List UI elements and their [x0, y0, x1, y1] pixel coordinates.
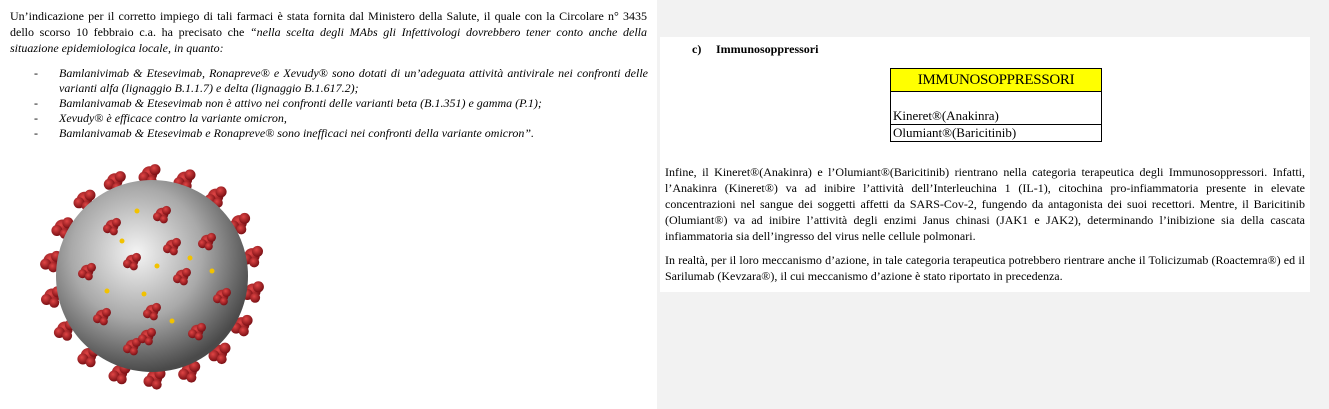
spike-protein — [242, 315, 253, 326]
list-item — [34, 66, 648, 96]
table-row: Olumiant®(Baricitinib) — [891, 125, 1102, 142]
coronavirus-icon — [28, 150, 276, 402]
spike-protein — [130, 347, 138, 355]
body-paragraph-2: In realtà, per il loro meccanismo d’azione, in tale categoria terapeutica potrebbero rientrare anche il Tolicizumab (Roactemra®) ed il Sarilumab (Kevzara®), il cui meccanismo d’azione è stato riportato in precedenza. — [665, 253, 1305, 283]
list-item-text: Bamlanivamab & Etesevimab non è attivo nei confronti delle varianti beta (B.1.351) e gamma (P.1); — [59, 96, 542, 110]
spike-protein — [217, 354, 227, 364]
spike-protein — [147, 328, 156, 337]
list-marker: - — [34, 126, 38, 140]
spike-protein — [172, 238, 181, 247]
envelope-protein — [120, 239, 125, 244]
list-item — [34, 111, 648, 126]
section-title: Immunosoppressori — [716, 42, 819, 56]
right-document-page — [660, 37, 1310, 292]
spike-protein — [185, 169, 196, 180]
spike-protein — [216, 186, 227, 197]
spike-protein — [145, 337, 153, 345]
spike-protein — [236, 224, 246, 234]
intro-paragraph — [10, 8, 647, 56]
spike-protein — [100, 317, 108, 325]
list-item-text: Xevudy® è efficace contro la variante omicron, — [59, 111, 287, 125]
spike-protein — [112, 218, 121, 227]
spike-protein — [253, 281, 264, 292]
spike-protein — [220, 297, 228, 305]
section-heading — [692, 42, 818, 57]
spike-protein — [85, 272, 93, 280]
spike-protein — [220, 343, 231, 354]
spike-protein — [86, 357, 96, 367]
table-spacer-cell — [891, 92, 1102, 109]
spike-protein — [115, 171, 126, 182]
envelope-protein — [105, 289, 110, 294]
spike-protein — [249, 257, 259, 267]
spike-protein — [162, 206, 171, 215]
envelope-protein — [142, 292, 147, 297]
spike-protein — [170, 247, 178, 255]
spike-protein — [130, 262, 138, 270]
left-document-page — [0, 0, 657, 409]
spike-protein — [252, 246, 263, 257]
envelope-protein — [188, 256, 193, 261]
spike-protein — [160, 215, 168, 223]
intro-quote: “nella scelta degli MAbs gli Infettivologi dovrebbero tener conto anche della situazione epidemiologica locale, in quanto: — [10, 25, 648, 55]
spike-protein — [62, 331, 72, 341]
section-letter: c) — [692, 42, 702, 56]
spike-protein — [239, 213, 250, 224]
table-row: Kineret®(Anakinra) — [893, 108, 999, 123]
spike-protein — [152, 380, 162, 390]
list-item — [34, 126, 648, 141]
list-item-text: Bamlanivamab & Etesevimab e Ronapreve® sono inefficaci nei confronti della variante omicron”. — [59, 126, 535, 140]
spike-protein — [186, 373, 196, 383]
spike-protein — [239, 326, 249, 336]
spike-protein — [110, 227, 118, 235]
spike-protein — [150, 164, 161, 175]
envelope-protein — [210, 269, 215, 274]
spike-protein — [205, 242, 213, 250]
envelope-protein — [170, 319, 175, 324]
spike-protein — [180, 277, 188, 285]
list-item — [34, 96, 648, 111]
spike-protein — [132, 253, 141, 262]
spike-protein — [222, 288, 231, 297]
list-item-text: Bamlanivimab & Etesevimab, Ronapreve® e Xevudy® sono dotati di un’adeguata attività antivirale nei confronti delle varianti alfa (lignaggio B.1.1.7) e delta (lignaggio B.1.617.2); — [59, 66, 648, 95]
variant-efficacy-list — [34, 66, 648, 141]
intro-text: Un’indicazione per il corretto impiego di tali farmaci è stata fornita dal Ministero della Salute, il quale con la Circolare n° 3435 dello scorso 10 febbraio c.a. ha precisato che — [10, 9, 647, 39]
list-marker: - — [34, 111, 38, 125]
spike-protein — [195, 332, 203, 340]
table-header: IMMUNOSOPPRESSORI — [891, 69, 1102, 92]
list-marker: - — [34, 66, 38, 80]
envelope-protein — [155, 264, 160, 269]
list-marker: - — [34, 96, 38, 110]
immunosuppressant-table — [890, 68, 1102, 142]
spike-protein — [182, 268, 191, 277]
spike-protein — [102, 308, 111, 317]
spike-protein — [85, 190, 96, 201]
envelope-protein — [135, 209, 140, 214]
spike-protein — [150, 312, 158, 320]
body-paragraph-1: Infine, il Kineret®(Anakinra) e l’Olumiant®(Baricitinib) rientrano nella categoria terapeutica degli Immunosoppressori. Infatti, l’Anakinra (Kineret®) va ad inibire l’attività dell’Interleuchina 1 (IL-1), citochina pro-infiammatoria presente in elevate concentrazioni nel sangue dei soggetti affetti da SARS-Cov-2, fungendo da antagonista dei suoi recettori. Mentre, il Baricitinib (Olumiant®) va ad inibire l’attività degli enzimi Janus chinasi (JAK1 e JAK2), determinando l’inibizione sia della cascata infiammatoria sia dell’ingresso del virus nelle cellule polmonari. — [665, 165, 1305, 243]
coronavirus-illustration — [28, 150, 276, 402]
spike-protein — [197, 323, 206, 332]
spike-protein — [49, 298, 59, 308]
spike-protein — [87, 263, 96, 272]
spike-protein — [207, 233, 216, 242]
spike-protein — [250, 293, 260, 303]
spike-protein — [152, 303, 161, 312]
spike-protein — [117, 374, 127, 384]
